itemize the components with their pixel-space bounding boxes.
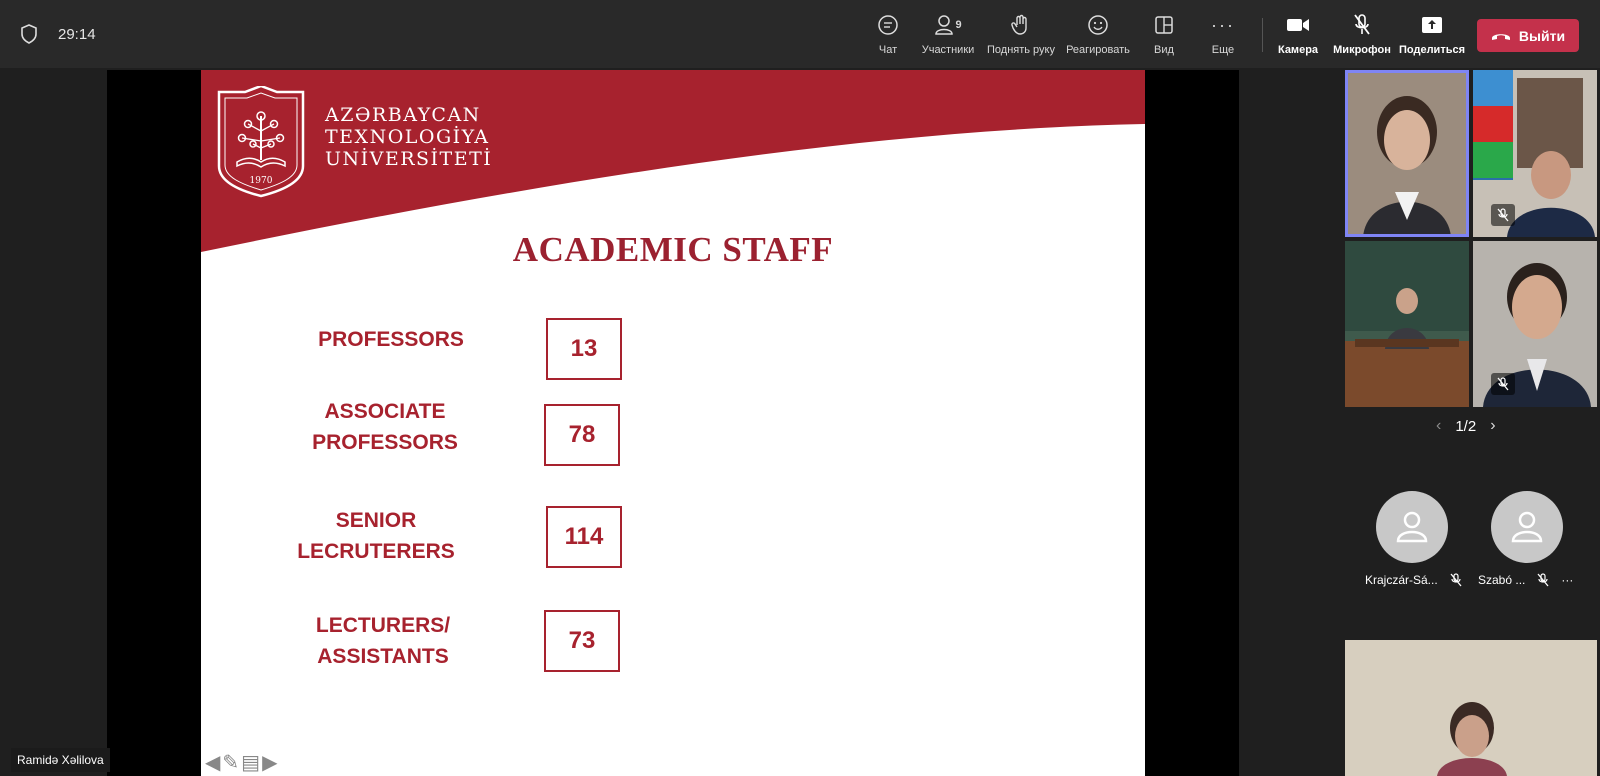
hang-up-icon <box>1491 31 1511 41</box>
participant-muted-indicator <box>1491 373 1515 395</box>
logo-year: 1970 <box>249 176 273 186</box>
mic-off-icon <box>1497 377 1509 391</box>
share-button[interactable]: Поделиться <box>1392 10 1472 56</box>
react-button[interactable]: Реагировать <box>1058 10 1138 56</box>
audio-participant-1: Krajczár-Sá... <box>1365 573 1462 587</box>
gallery-pager <box>1436 417 1496 435</box>
layout-icon <box>1154 15 1174 35</box>
participants-count: 9 <box>955 19 962 31</box>
shield-icon <box>20 24 38 44</box>
meeting-status <box>20 24 96 44</box>
video-tile-participant-3[interactable] <box>1345 241 1469 407</box>
participant-video <box>1345 70 1469 237</box>
video-tile-participant-4[interactable] <box>1473 241 1597 407</box>
mic-off-icon <box>1537 573 1549 587</box>
stat-value-lecturers-assistants: 73 <box>544 610 620 672</box>
video-tile-self-view[interactable] <box>1345 640 1597 776</box>
mic-off-icon <box>1352 13 1372 37</box>
person-icon <box>1507 507 1547 547</box>
view-button[interactable]: Вид <box>1124 10 1204 56</box>
stat-label-associate-professors: ASSOCIATE PROFESSORS <box>312 400 458 454</box>
chevron-left-icon[interactable]: ‹ <box>1436 417 1442 434</box>
raise-hand-button[interactable]: Поднять руку <box>981 10 1061 56</box>
stat-value-professors: 13 <box>546 318 622 380</box>
participant-video <box>1345 640 1597 776</box>
presenter-name-tag: Ramidə Xəlilova <box>11 748 110 772</box>
participant-avatar[interactable] <box>1376 491 1448 563</box>
participant-muted-indicator <box>1491 204 1515 226</box>
hand-icon <box>1011 14 1031 36</box>
people-icon <box>934 14 954 36</box>
smiley-icon <box>1087 14 1109 36</box>
mic-off-icon <box>1450 573 1462 587</box>
stat-value-associate-professors: 78 <box>544 404 620 466</box>
presentation-slide <box>201 70 1145 776</box>
stat-label-professors: PROFESSORS <box>318 328 464 351</box>
mic-off-icon <box>1497 208 1509 222</box>
chevron-right-icon[interactable]: › <box>1490 417 1496 434</box>
chat-button[interactable]: Чат <box>848 10 928 56</box>
participants-button[interactable]: 9 Участники <box>908 10 988 56</box>
gallery-page-indicator: 1/2 <box>1455 417 1477 435</box>
stat-value-senior-lecturers: 114 <box>546 506 622 568</box>
chat-icon <box>877 14 899 36</box>
video-tile-participant-1[interactable] <box>1345 70 1469 237</box>
camera-icon <box>1286 16 1310 34</box>
slide-tools <box>205 750 277 775</box>
microphone-button[interactable]: Микрофон <box>1322 10 1402 56</box>
camera-button[interactable]: Камера <box>1258 10 1338 56</box>
university-logo <box>215 86 307 198</box>
leave-button[interactable]: Выйти <box>1477 19 1579 52</box>
more-icon: ··· <box>1211 14 1235 35</box>
university-name: AZƏRBAYCAN TEXNOLOGİYA UNİVERSİTETİ <box>325 104 493 170</box>
more-icon[interactable]: ··· <box>1561 573 1574 587</box>
meeting-toolbar <box>0 0 1600 68</box>
share-icon <box>1421 16 1443 34</box>
more-button[interactable]: ··· Еще <box>1211 14 1235 56</box>
video-tile-participant-2[interactable] <box>1473 70 1597 237</box>
stat-label-lecturers-assistants: LECTURERS/ ASSISTANTS <box>315 614 451 668</box>
person-icon <box>1392 507 1432 547</box>
next-slide-icon[interactable]: ▶ <box>262 752 278 774</box>
audio-participant-2: Szabó ... ··· <box>1478 573 1574 587</box>
participant-video <box>1345 241 1469 407</box>
stat-label-senior-lecturers: SENIOR LECRUTERERS <box>297 509 455 563</box>
meeting-timer: 29:14 <box>58 25 96 43</box>
menu-icon[interactable]: ▤ <box>241 752 261 774</box>
previous-slide-icon[interactable]: ◀ <box>205 752 221 774</box>
slide-title: ACADEMIC STAFF <box>512 230 834 269</box>
participant-avatar[interactable] <box>1491 491 1563 563</box>
pen-icon[interactable]: ✎ <box>222 752 240 774</box>
